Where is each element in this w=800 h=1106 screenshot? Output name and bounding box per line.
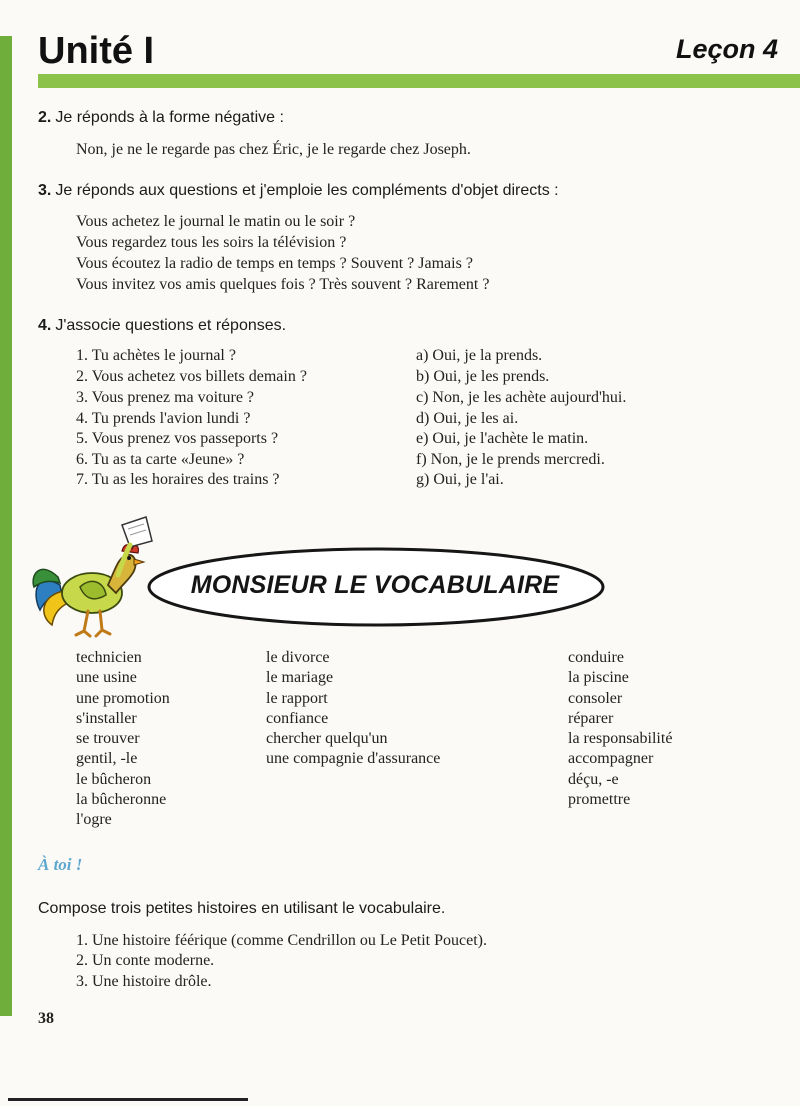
exercise-2-example: Non, je ne le regarde pas chez Éric, je le regarde chez Joseph. bbox=[76, 141, 471, 158]
story-item: 3. Une histoire drôle. bbox=[76, 973, 212, 990]
answer-item: a) Oui, je la prends. bbox=[416, 347, 543, 364]
vocabulary-column-3 bbox=[568, 648, 672, 810]
vocabulary-column-1 bbox=[76, 648, 170, 831]
question-item: 3. Vous prenez ma voiture ? bbox=[76, 389, 255, 406]
question-item: 6. Tu as ta carte «Jeune» ? bbox=[76, 451, 245, 468]
vocabulary-word: une compagnie d'assurance bbox=[266, 750, 441, 768]
vocabulary-word: confiance bbox=[266, 709, 329, 727]
vocabulary-word: le divorce bbox=[266, 649, 330, 666]
unit-title: Unité I bbox=[38, 30, 155, 72]
atoi-heading: À toi ! bbox=[38, 855, 83, 874]
vocabulary-column-2 bbox=[266, 648, 440, 770]
exercise-2-number: 2. bbox=[38, 109, 52, 126]
bottom-rule bbox=[8, 1098, 248, 1101]
vocabulary-word: le bûcheron bbox=[76, 770, 152, 788]
vocabulary-word: une usine bbox=[76, 669, 137, 687]
vocabulary-word: accompagner bbox=[568, 750, 654, 768]
story-item: 2. Un conte moderne. bbox=[76, 952, 215, 969]
exercise-3-line: Vous invitez vos amis quelques fois ? Très souvent ? Rarement ? bbox=[76, 276, 490, 293]
vocabulary-word: la bûcheronne bbox=[76, 791, 167, 809]
answer-item: d) Oui, je les ai. bbox=[416, 410, 519, 427]
exercise-4-heading bbox=[38, 317, 286, 335]
story-item: 1. Une histoire féérique (comme Cendrillon ou Le Petit Poucet). bbox=[76, 932, 487, 949]
vocabulary-word: promettre bbox=[568, 791, 631, 809]
vocabulary-word: gentil, -le bbox=[76, 750, 138, 768]
rooster-mascot-illustration bbox=[30, 515, 160, 640]
answer-item: f) Non, je le prends mercredi. bbox=[416, 451, 605, 468]
page-number: 38 bbox=[38, 1010, 54, 1027]
vocabulary-word: l'ogre bbox=[76, 811, 112, 829]
vocabulary-word: réparer bbox=[568, 709, 614, 727]
vocabulary-title: MONSIEUR LE VOCABULAIRE bbox=[190, 571, 560, 599]
lesson-title: Leçon 4 bbox=[675, 34, 778, 64]
exercise-3-heading bbox=[38, 182, 559, 200]
answer-item: b) Oui, je les prends. bbox=[416, 368, 550, 385]
exercise-3-line: Vous écoutez la radio de temps en temps ? Souvent ? Jamais ? bbox=[76, 255, 473, 272]
question-item: 5. Vous prenez vos passeports ? bbox=[76, 430, 279, 447]
question-item: 2. Vous achetez vos billets demain ? bbox=[76, 368, 307, 385]
exercise-3-line: Vous achetez le journal le matin ou le soir ? bbox=[76, 213, 356, 230]
vocabulary-word: une promotion bbox=[76, 689, 170, 707]
vocabulary-word: le rapport bbox=[266, 689, 328, 707]
question-item: 4. Tu prends l'avion lundi ? bbox=[76, 410, 251, 427]
exercise-2-heading bbox=[38, 109, 284, 127]
exercise-3-instruction: Je réponds aux questions et j'emploie les compléments d'objet directs : bbox=[55, 182, 559, 199]
vocabulary-word: s'installer bbox=[76, 709, 137, 727]
vocabulary-word: la piscine bbox=[568, 669, 629, 687]
vocabulary-word: consoler bbox=[568, 689, 623, 707]
question-item: 1. Tu achètes le journal ? bbox=[76, 347, 236, 364]
header-divider-bar bbox=[38, 74, 800, 88]
answer-item: g) Oui, je l'ai. bbox=[416, 471, 504, 488]
vocabulary-word: chercher quelqu'un bbox=[266, 730, 388, 748]
question-item: 7. Tu as les horaires des trains ? bbox=[76, 471, 280, 488]
answer-item: c) Non, je les achète aujourd'hui. bbox=[416, 389, 627, 406]
vocabulary-word: le mariage bbox=[266, 669, 334, 687]
exercise-2-instruction: Je réponds à la forme négative : bbox=[55, 109, 284, 126]
exercise-4-number: 4. bbox=[38, 317, 52, 334]
exercise-4-instruction: J'associe questions et réponses. bbox=[55, 317, 287, 334]
exercise-3-number: 3. bbox=[38, 182, 52, 199]
side-color-strip bbox=[0, 36, 12, 1016]
atoi-instruction: Compose trois petites histoires en utilisant le vocabulaire. bbox=[38, 900, 446, 917]
vocabulary-word: conduire bbox=[568, 649, 624, 666]
answer-item: e) Oui, je l'achète le matin. bbox=[416, 430, 589, 447]
vocabulary-word: déçu, -e bbox=[568, 770, 619, 788]
vocabulary-word: la responsabilité bbox=[568, 730, 673, 748]
exercise-3-line: Vous regardez tous les soirs la télévision ? bbox=[76, 234, 347, 251]
vocabulary-word: technicien bbox=[76, 649, 142, 666]
vocabulary-word: se trouver bbox=[76, 730, 140, 748]
